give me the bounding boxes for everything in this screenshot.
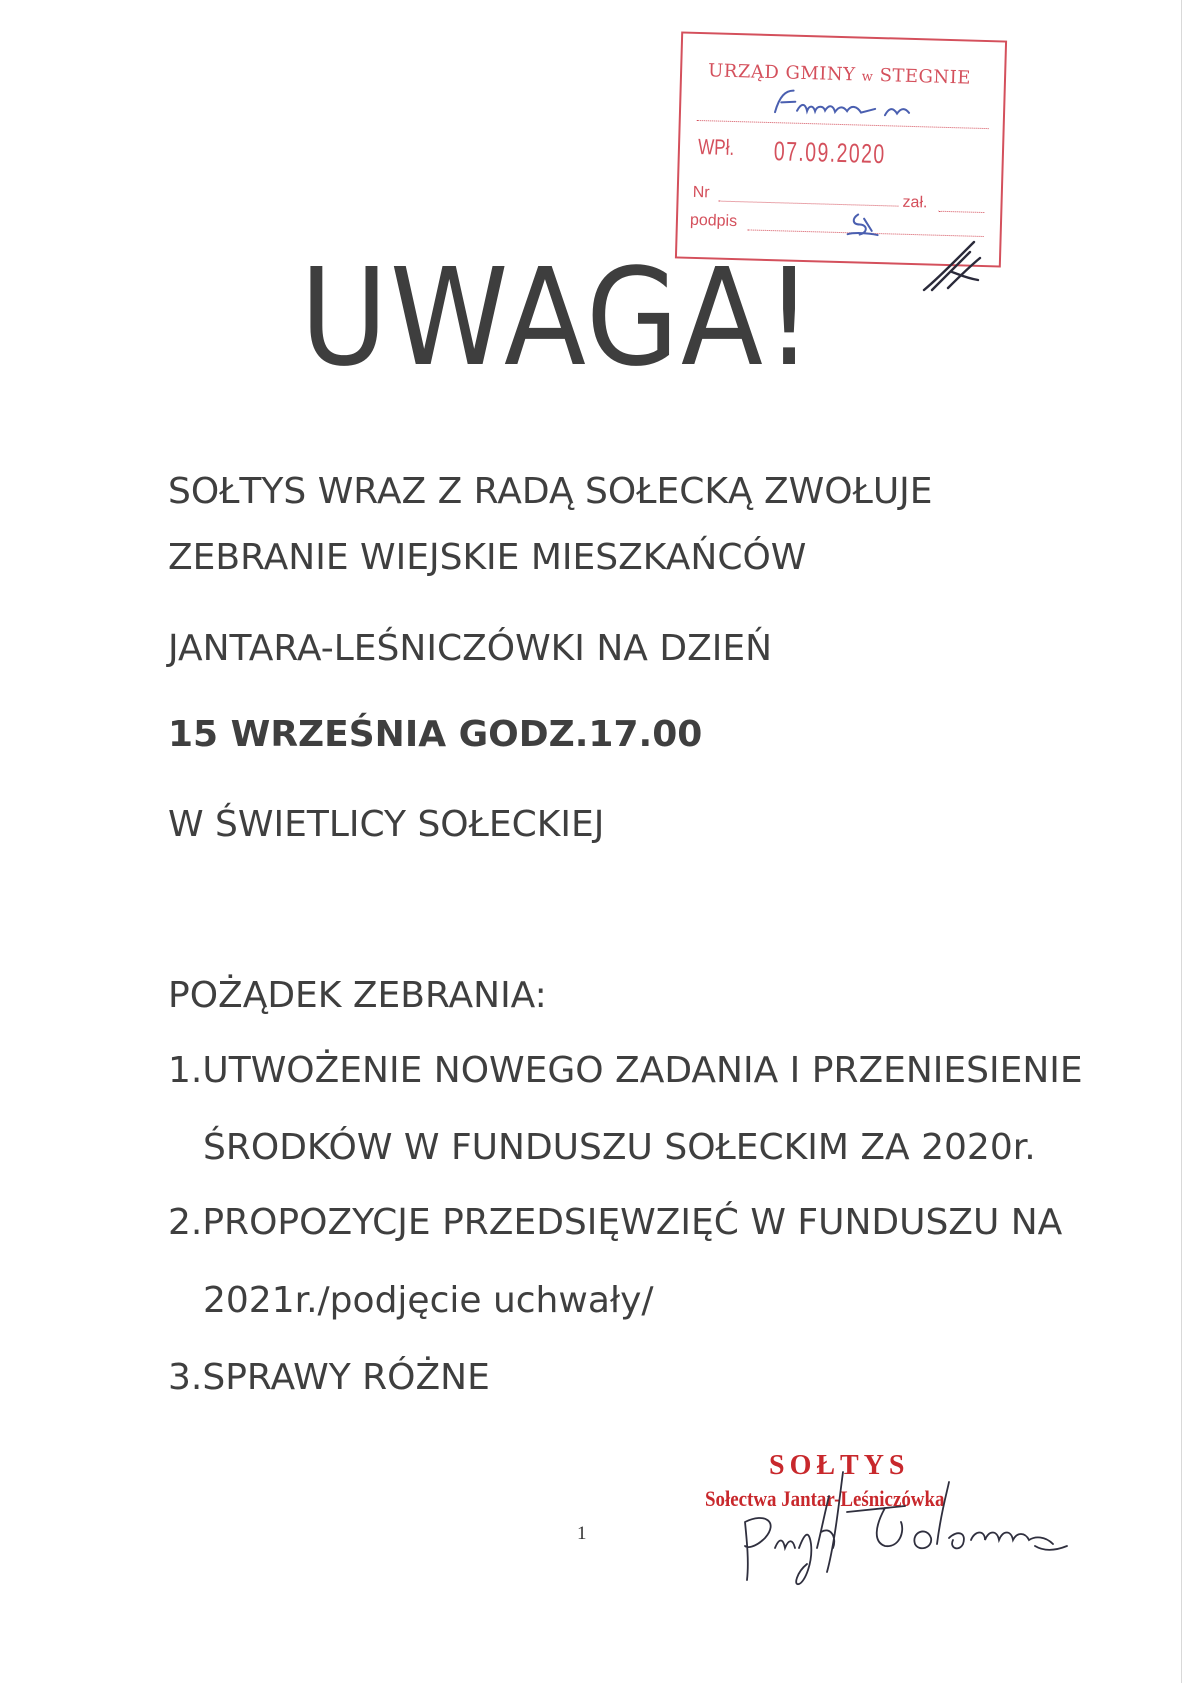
page-number: 1 (577, 1523, 587, 1544)
incoming-stamp (675, 31, 1007, 267)
seal-subtitle: Sołectwa Jantar-Leśniczówka (705, 1486, 945, 1511)
seal-title: SOŁTYS (769, 1450, 910, 1481)
stamp-wpl-label: WPł. (697, 134, 735, 161)
stamp-office-name: URZĄD GMINY (707, 60, 856, 86)
stamp-office-place: STEGNIE (879, 65, 972, 89)
agenda-item-1-line-1: 1.UTWOŻENIE NOWEGO ZADANIA I PRZENIESIENIE (168, 1050, 1083, 1091)
stamp-zal-label: zał. (902, 193, 928, 212)
stamp-initials (837, 208, 898, 246)
stamp-office-prep: w (861, 69, 874, 85)
announcement-line-3: JANTARA-LEŚNICZÓWKI NA DZIEŃ (168, 628, 773, 669)
meeting-date-time: 15 WRZEŚNIA GODZ.17.00 (168, 714, 703, 755)
agenda-item-3: 3.SPRAWY RÓŻNE (168, 1357, 490, 1398)
meeting-place: W ŚWIETLICY SOŁECKIEJ (168, 804, 605, 845)
stamp-date: 07.09.2020 (773, 136, 887, 170)
scribble-mark (918, 238, 988, 296)
announcement-line-1: SOŁTYS WRAZ Z RADĄ SOŁECKĄ ZWOŁUJE (168, 471, 933, 512)
page-edge (1181, 0, 1182, 1683)
stamp-nr-line (718, 201, 898, 207)
stamp-zal-line (938, 211, 984, 213)
stamp-handwritten-name (771, 76, 952, 131)
stamp-podpis-label: podpis (689, 211, 738, 231)
agenda-item-2-line-2: 2021r./podjęcie uchwały/ (203, 1280, 654, 1321)
page-title: UWAGA! (300, 240, 816, 397)
announcement-line-2: ZEBRANIE WIEJSKIE MIESZKAŃCÓW (168, 537, 807, 578)
soltys-signature (735, 1452, 1095, 1592)
stamp-nr-label: Nr (692, 183, 710, 202)
agenda-item-1-line-2: ŚRODKÓW W FUNDUSZU SOŁECKIM ZA 2020r. (203, 1127, 1036, 1168)
agenda-item-2-line-1: 2.PROPOZYCJE PRZEDSIĘWZIĘĆ W FUNDUSZU NA (168, 1202, 1063, 1243)
agenda-title: POŻĄDEK ZEBRANIA: (168, 975, 547, 1016)
